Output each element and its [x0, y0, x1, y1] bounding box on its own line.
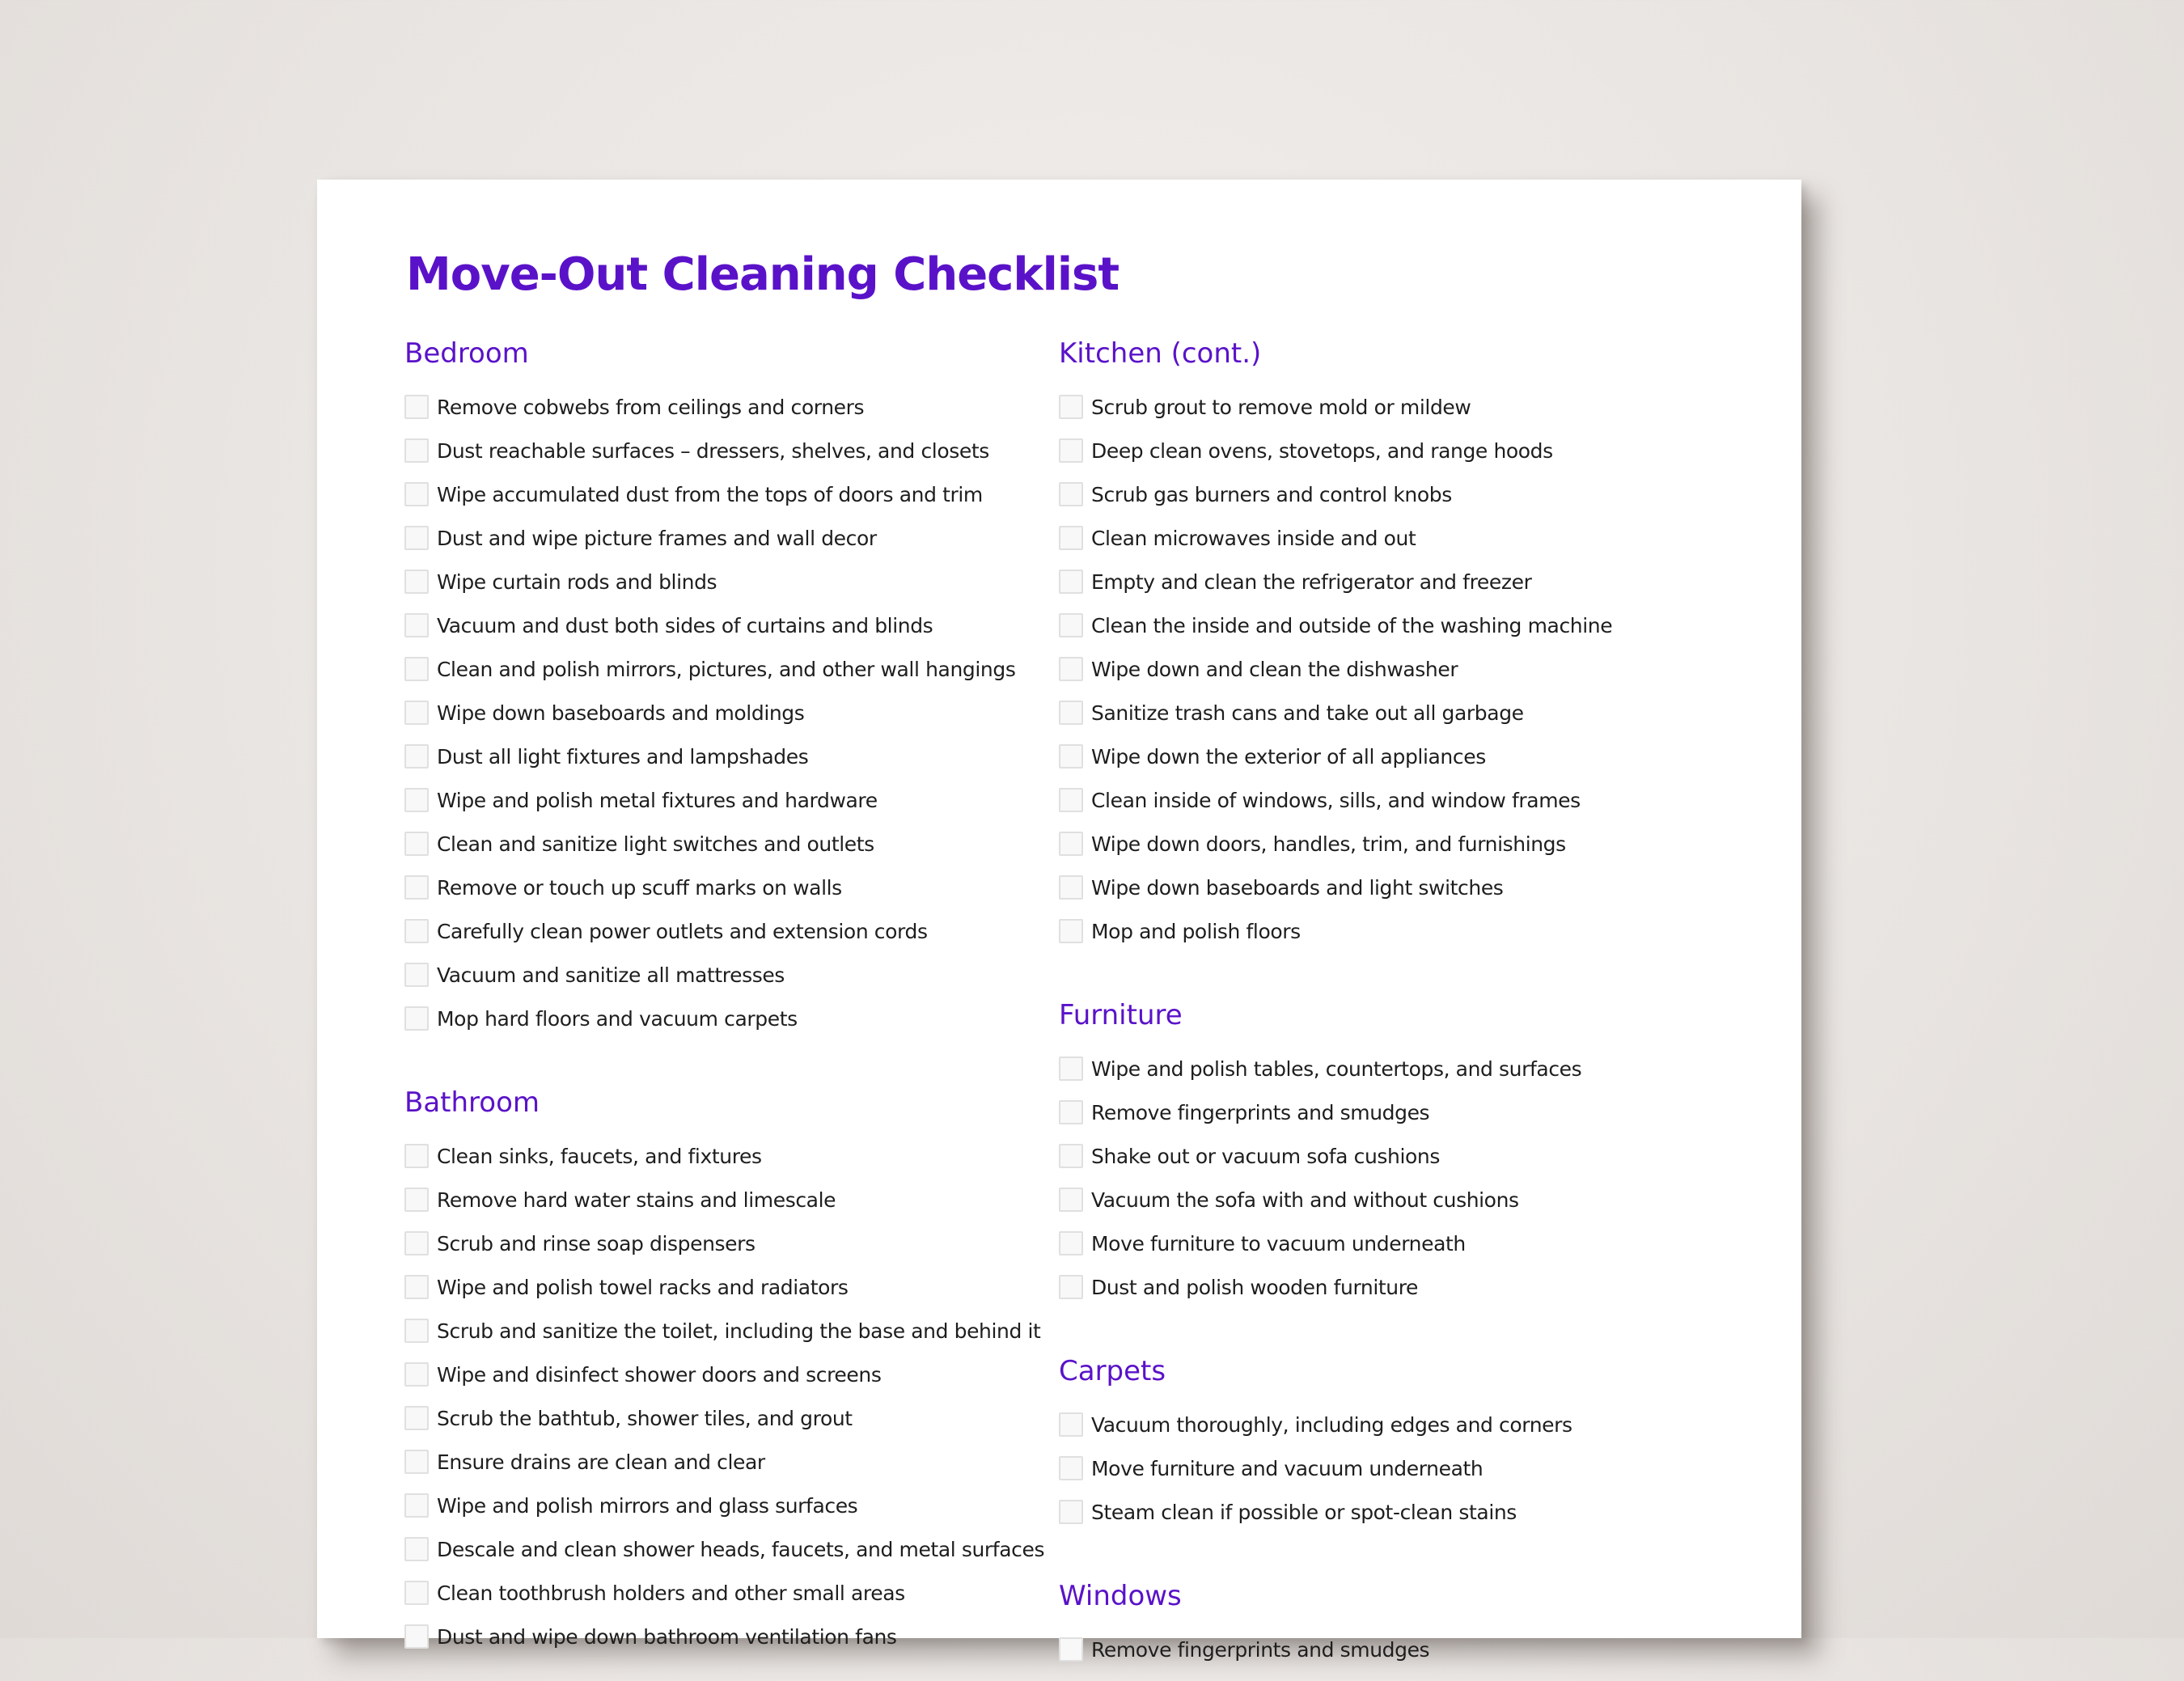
checklist-items [1059, 395, 1706, 963]
checkbox[interactable] [404, 1624, 429, 1649]
checklist-item [404, 482, 1052, 526]
checklist-item [1059, 1275, 1706, 1319]
checklist-item [404, 1362, 1052, 1406]
checklist-item-label: Remove fingerprints and smudges [1091, 1638, 1430, 1662]
checklist-item-label: Vacuum the sofa with and without cushions [1091, 1188, 1519, 1212]
section-windows [1059, 1582, 1706, 1681]
checklist-item [1059, 1637, 1706, 1681]
checklist-item-label: Dust and wipe picture frames and wall decor [437, 527, 877, 550]
checkbox[interactable] [404, 1231, 429, 1255]
checklist-item [1059, 1500, 1706, 1543]
checklist-item [1059, 613, 1706, 657]
checklist-item-label: Wipe curtain rods and blinds [437, 570, 717, 594]
checkbox[interactable] [404, 438, 429, 463]
checklist-item-label: Scrub the bathtub, shower tiles, and grout [437, 1407, 853, 1430]
checkbox[interactable] [1059, 701, 1083, 725]
checklist-item [404, 1231, 1052, 1275]
checkbox[interactable] [404, 1450, 429, 1474]
checklist-item-label: Wipe down baseboards and light switches [1091, 876, 1504, 900]
checklist-item-label: Vacuum and sanitize all mattresses [437, 963, 785, 987]
checkbox[interactable] [1059, 1231, 1083, 1255]
checklist-item [1059, 832, 1706, 875]
checklist-item-label: Remove fingerprints and smudges [1091, 1101, 1430, 1124]
checklist-item [1059, 438, 1706, 482]
section-bedroom [404, 337, 1052, 1050]
checkbox[interactable] [404, 1319, 429, 1343]
checklist-item [404, 963, 1052, 1006]
checklist-item-label: Vacuum and dust both sides of curtains and blinds [437, 614, 933, 637]
checklist-item-label: Carefully clean power outlets and extension cords [437, 920, 928, 943]
checklist-item [404, 1406, 1052, 1450]
checklist-items [1059, 1637, 1706, 1681]
checklist-items [1059, 1412, 1706, 1543]
right-column [1059, 337, 1706, 1681]
checklist-item [404, 570, 1052, 613]
checkbox[interactable] [404, 1275, 429, 1299]
checklist-item [1059, 919, 1706, 963]
section-title: Bedroom [404, 337, 529, 370]
checkbox[interactable] [404, 1493, 429, 1518]
checkbox[interactable] [404, 744, 429, 769]
checklist-item [404, 657, 1052, 701]
section-title: Bathroom [404, 1086, 540, 1119]
checklist-item-label: Wipe and polish metal fixtures and hardware [437, 789, 878, 812]
checkbox[interactable] [1059, 482, 1083, 506]
checkbox[interactable] [1059, 1456, 1083, 1480]
checklist-item [404, 875, 1052, 919]
checklist-item-label: Move furniture and vacuum underneath [1091, 1457, 1484, 1480]
checklist-item-label: Dust reachable surfaces – dressers, shelves, and closets [437, 439, 989, 463]
checklist-item-label: Clean the inside and outside of the washing machine [1091, 614, 1613, 637]
checklist-item-label: Deep clean ovens, stovetops, and range hoods [1091, 439, 1553, 463]
checklist-item [1059, 526, 1706, 570]
checklist-item [404, 613, 1052, 657]
checklist-items [404, 395, 1052, 1050]
checkbox[interactable] [1059, 1188, 1083, 1212]
checkbox[interactable] [404, 919, 429, 943]
checklist-item-label: Ensure drains are clean and clear [437, 1450, 765, 1474]
checkbox[interactable] [1059, 788, 1083, 812]
checkbox[interactable] [404, 570, 429, 594]
checklist-item-label: Clean toothbrush holders and other small areas [437, 1581, 905, 1605]
checkbox[interactable] [404, 613, 429, 637]
checklist-item [1059, 788, 1706, 832]
checklist-item [1059, 1231, 1706, 1275]
checklist-item [1059, 1144, 1706, 1188]
checkbox[interactable] [404, 1144, 429, 1168]
checklist-item [1059, 570, 1706, 613]
checklist-item-label: Clean microwaves inside and out [1091, 527, 1416, 550]
checklist-item-label: Clean sinks, faucets, and fixtures [437, 1145, 762, 1168]
checkbox[interactable] [1059, 1144, 1083, 1168]
checkbox[interactable] [404, 1188, 429, 1212]
checklist-item [404, 526, 1052, 570]
checkbox[interactable] [1059, 1637, 1083, 1662]
checkbox[interactable] [1059, 1412, 1083, 1437]
checklist-item [404, 438, 1052, 482]
checklist-item-label: Empty and clean the refrigerator and freezer [1091, 570, 1532, 594]
checkbox[interactable] [404, 657, 429, 681]
checkbox[interactable] [1059, 875, 1083, 900]
checklist-item [404, 1581, 1052, 1624]
checkbox[interactable] [404, 1006, 429, 1031]
checklist-item [404, 1537, 1052, 1581]
checklist-item-label: Clean and sanitize light switches and outlets [437, 832, 874, 856]
checkbox[interactable] [1059, 613, 1083, 637]
checklist-item [1059, 482, 1706, 526]
checklist-document [317, 180, 1801, 1662]
checklist-item [404, 919, 1052, 963]
checkbox[interactable] [1059, 526, 1083, 550]
checklist-item-label: Wipe and polish tables, countertops, and surfaces [1091, 1057, 1582, 1081]
checkbox[interactable] [404, 526, 429, 550]
checklist-item-label: Remove hard water stains and limescale [437, 1188, 836, 1212]
checklist-item-label: Dust all light fixtures and lampshades [437, 745, 809, 769]
checklist-item [404, 1006, 1052, 1050]
checkbox[interactable] [1059, 1100, 1083, 1124]
document-title: Move-Out Cleaning Checklist [406, 248, 1120, 301]
checkbox[interactable] [404, 963, 429, 987]
checklist-item-label: Remove cobwebs from ceilings and corners [437, 396, 865, 419]
checklist-item [1059, 1100, 1706, 1144]
checklist-item [404, 744, 1052, 788]
section-title: Furniture [1059, 999, 1183, 1031]
checklist-item-label: Wipe down the exterior of all appliances [1091, 745, 1486, 769]
checkbox[interactable] [404, 1537, 429, 1561]
checkbox[interactable] [1059, 657, 1083, 681]
checklist-item-label: Vacuum thoroughly, including edges and corners [1091, 1413, 1572, 1437]
checkbox[interactable] [1059, 438, 1083, 463]
checkbox[interactable] [1059, 919, 1083, 943]
checklist-item [404, 1275, 1052, 1319]
section-kitchen-cont [1059, 337, 1706, 963]
section-title: Kitchen (cont.) [1059, 337, 1262, 370]
checklist-item-label: Remove or touch up scuff marks on walls [437, 876, 842, 900]
checklist-item-label: Mop and polish floors [1091, 920, 1301, 943]
checkbox[interactable] [404, 875, 429, 900]
checklist-item-label: Sanitize trash cans and take out all garbage [1091, 701, 1524, 725]
checklist-item-label: Mop hard floors and vacuum carpets [437, 1007, 798, 1031]
checklist-item-label: Wipe accumulated dust from the tops of doors and trim [437, 483, 983, 506]
checkbox[interactable] [404, 482, 429, 506]
checkbox[interactable] [404, 1581, 429, 1605]
checklist-item-label: Wipe down baseboards and moldings [437, 701, 805, 725]
checklist-item-label: Scrub and rinse soap dispensers [437, 1232, 756, 1255]
section-title: Carpets [1059, 1355, 1166, 1387]
section-carpets [1059, 1357, 1706, 1543]
checkbox[interactable] [404, 701, 429, 725]
checklist-item-label: Wipe and polish mirrors and glass surfaces [437, 1494, 858, 1518]
checklist-item-label: Shake out or vacuum sofa cushions [1091, 1145, 1440, 1168]
checklist-item [404, 788, 1052, 832]
checklist-item [404, 1319, 1052, 1362]
checklist-item [1059, 395, 1706, 438]
checklist-items [404, 1144, 1052, 1668]
checklist-item [1059, 1056, 1706, 1100]
checklist-item-label: Dust and polish wooden furniture [1091, 1276, 1419, 1299]
checkbox[interactable] [404, 832, 429, 856]
checkbox[interactable] [1059, 832, 1083, 856]
checklist-item-label: Wipe and disinfect shower doors and screens [437, 1363, 882, 1387]
checklist-item-label: Wipe and polish towel racks and radiators [437, 1276, 849, 1299]
checklist-item [404, 395, 1052, 438]
checklist-item [404, 701, 1052, 744]
checklist-items [1059, 1056, 1706, 1319]
checklist-item-label: Wipe down and clean the dishwasher [1091, 658, 1458, 681]
checklist-item-label: Descale and clean shower heads, faucets, and metal surfaces [437, 1538, 1045, 1561]
checkbox[interactable] [1059, 1056, 1083, 1081]
checklist-item [1059, 1412, 1706, 1456]
section-furniture [1059, 1001, 1706, 1319]
checklist-item [404, 1450, 1052, 1493]
checklist-item [1059, 875, 1706, 919]
checkbox[interactable] [1059, 395, 1083, 419]
checklist-item [1059, 1456, 1706, 1500]
checklist-item-label: Wipe down doors, handles, trim, and furnishings [1091, 832, 1566, 856]
checklist-item-label: Clean and polish mirrors, pictures, and other wall hangings [437, 658, 1016, 681]
checklist-item [404, 1493, 1052, 1537]
checklist-item [1059, 657, 1706, 701]
checklist-item-label: Clean inside of windows, sills, and window frames [1091, 789, 1581, 812]
checklist-item [404, 1188, 1052, 1231]
checklist-item [1059, 1188, 1706, 1231]
checkbox[interactable] [1059, 1275, 1083, 1299]
left-column [404, 337, 1052, 1668]
section-bathroom [404, 1086, 1052, 1668]
checklist-item [1059, 744, 1706, 788]
section-title: Windows [1059, 1580, 1182, 1612]
checkbox[interactable] [404, 1406, 429, 1430]
checkbox[interactable] [1059, 1500, 1083, 1524]
checklist-item-label: Move furniture to vacuum underneath [1091, 1232, 1466, 1255]
checklist-item [404, 832, 1052, 875]
checklist-item-label: Steam clean if possible or spot-clean stains [1091, 1501, 1517, 1524]
checklist-item-label: Scrub gas burners and control knobs [1091, 483, 1452, 506]
checkbox[interactable] [1059, 744, 1083, 769]
checklist-item [404, 1144, 1052, 1188]
checklist-item-label: Scrub and sanitize the toilet, including the base and behind it [437, 1319, 1041, 1343]
checklist-item-label: Scrub grout to remove mold or mildew [1091, 396, 1471, 419]
checkbox[interactable] [404, 1362, 429, 1387]
checklist-item-label: Dust and wipe down bathroom ventilation fans [437, 1625, 897, 1649]
checkbox[interactable] [404, 395, 429, 419]
checklist-item [1059, 701, 1706, 744]
checkbox[interactable] [1059, 570, 1083, 594]
checklist-item [404, 1624, 1052, 1668]
checkbox[interactable] [404, 788, 429, 812]
